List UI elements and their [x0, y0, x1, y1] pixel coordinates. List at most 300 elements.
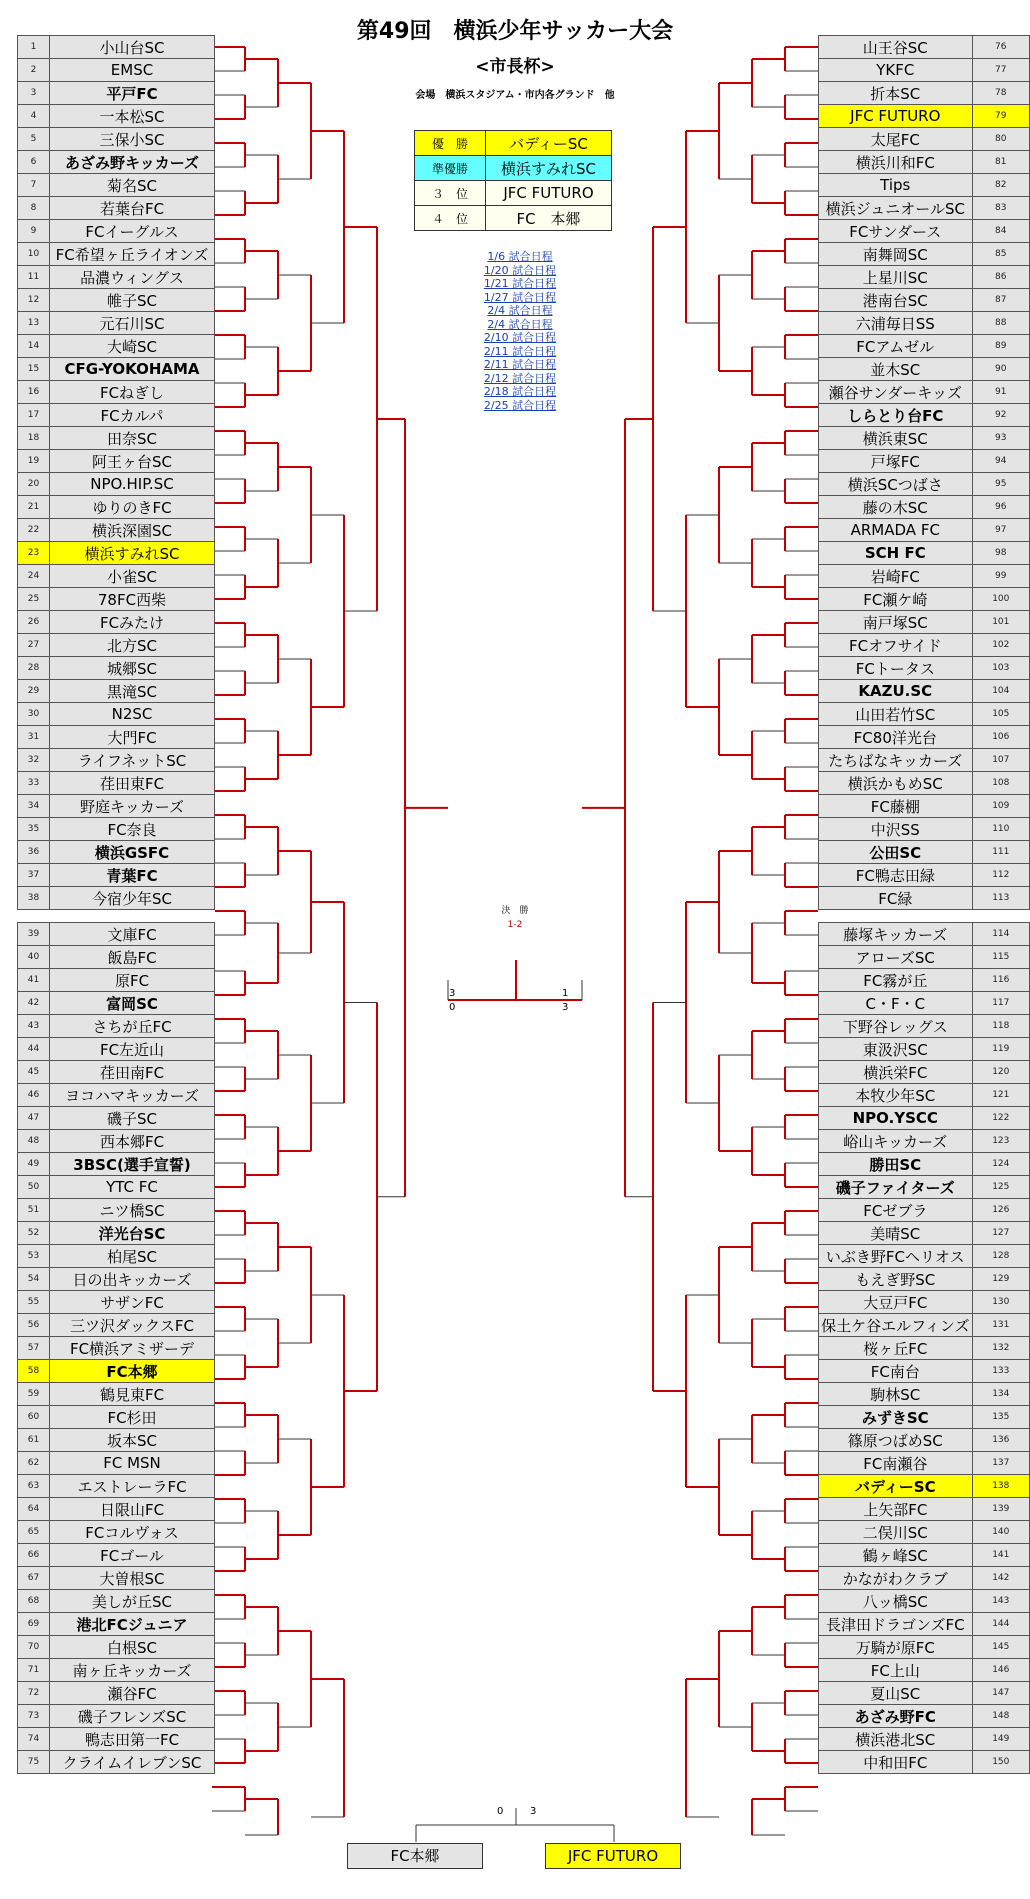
page-title: 第49回 横浜少年サッカー大会: [356, 19, 674, 44]
team-row: [18, 1268, 215, 1291]
team-name: FC瀬ケ崎: [819, 588, 973, 611]
team-number: 20: [18, 473, 50, 496]
team-row: [18, 496, 215, 519]
result-label: 優 勝: [415, 131, 486, 156]
team-number: 59: [18, 1383, 50, 1406]
team-name: 中沢SS: [819, 818, 973, 841]
team-number: 36: [18, 841, 50, 864]
team-number: 100: [972, 588, 1029, 611]
team-number: 121: [972, 1084, 1029, 1107]
team-number: 90: [972, 358, 1029, 381]
team-number: 77: [972, 59, 1029, 82]
semi-right-top-score: 1: [562, 988, 569, 999]
team-row: [819, 726, 1030, 749]
team-number: 6: [18, 151, 50, 174]
team-number: 137: [972, 1452, 1029, 1475]
team-name: ヨコハマキッカーズ: [50, 1084, 215, 1107]
team-number: 18: [18, 427, 50, 450]
team-row: [819, 335, 1030, 358]
team-name: FCオフサイド: [819, 634, 973, 657]
team-row: [819, 634, 1030, 657]
schedule-link[interactable]: 2/10 試合日程: [483, 331, 557, 344]
team-name: 桜ヶ丘FC: [819, 1337, 973, 1360]
team-number: 1: [18, 36, 50, 59]
team-row: [18, 841, 215, 864]
team-name: 六浦毎日SS: [819, 312, 973, 335]
team-row: [18, 611, 215, 634]
team-row: [18, 1751, 215, 1774]
team-number: 52: [18, 1222, 50, 1245]
team-number: 102: [972, 634, 1029, 657]
team-row: [819, 1567, 1030, 1590]
team-name: 横浜ジュニオールSC: [819, 197, 973, 220]
team-number: 26: [18, 611, 50, 634]
team-number: 39: [18, 923, 50, 946]
schedule-link[interactable]: 2/18 試合日程: [483, 385, 557, 398]
team-row: [18, 1153, 215, 1176]
team-number: 34: [18, 795, 50, 818]
team-row: [819, 1199, 1030, 1222]
team-number: 7: [18, 174, 50, 197]
team-name: 折本SC: [819, 82, 973, 105]
team-row: [18, 969, 215, 992]
team-number: 45: [18, 1061, 50, 1084]
team-row: [819, 473, 1030, 496]
team-number: 60: [18, 1406, 50, 1429]
semi-right-bottom-score: 3: [562, 1002, 569, 1013]
team-number: 16: [18, 381, 50, 404]
team-name: FCアムゼル: [819, 335, 973, 358]
team-name: FCゴール: [50, 1544, 215, 1567]
team-number: 99: [972, 565, 1029, 588]
team-name: 西本郷FC: [50, 1130, 215, 1153]
team-row: [18, 1015, 215, 1038]
team-number: 129: [972, 1268, 1029, 1291]
team-name: FC南台: [819, 1360, 973, 1383]
left-team-list: [17, 35, 215, 1774]
team-name: 小雀SC: [50, 565, 215, 588]
team-number: 97: [972, 519, 1029, 542]
team-name: 中和田FC: [819, 1751, 973, 1774]
team-row: [819, 381, 1030, 404]
team-number: 130: [972, 1291, 1029, 1314]
team-row: [819, 1659, 1030, 1682]
team-name: FCイーグルス: [50, 220, 215, 243]
team-number: 118: [972, 1015, 1029, 1038]
team-number: 149: [972, 1728, 1029, 1751]
team-name: 富岡SC: [50, 992, 215, 1015]
team-number: 109: [972, 795, 1029, 818]
team-number: 61: [18, 1429, 50, 1452]
team-name: みずきSC: [819, 1406, 973, 1429]
team-number: 79: [972, 105, 1029, 128]
team-number: 31: [18, 726, 50, 749]
team-number: 134: [972, 1383, 1029, 1406]
team-row: [18, 358, 215, 381]
team-number: 88: [972, 312, 1029, 335]
team-name: 勝田SC: [819, 1153, 973, 1176]
team-row: [18, 1360, 215, 1383]
schedule-link[interactable]: 2/11 試合日程: [483, 344, 557, 358]
team-name: 上矢部FC: [819, 1498, 973, 1521]
team-name: 美晴SC: [819, 1222, 973, 1245]
team-name: 磯子フレンズSC: [50, 1705, 215, 1728]
team-name: FCトータス: [819, 657, 973, 680]
team-row: [819, 864, 1030, 887]
team-row: [819, 1498, 1030, 1521]
team-number: 80: [972, 128, 1029, 151]
team-name: CFG-YOKOHAMA: [50, 358, 215, 381]
team-number: 127: [972, 1222, 1029, 1245]
team-name: 原FC: [50, 969, 215, 992]
schedule-link[interactable]: 1/21 試合日程: [483, 277, 557, 290]
team-row: [819, 358, 1030, 381]
team-name: FC左近山: [50, 1038, 215, 1061]
team-row: [819, 923, 1030, 946]
team-name: 横浜東SC: [819, 427, 973, 450]
team-row: [18, 1544, 215, 1567]
team-number: 35: [18, 818, 50, 841]
team-row: [819, 1705, 1030, 1728]
team-name: 上星川SC: [819, 266, 973, 289]
result-team: FC 本郷: [486, 206, 612, 231]
team-number: 68: [18, 1590, 50, 1613]
team-name: 夏山SC: [819, 1682, 973, 1705]
team-row: [18, 680, 215, 703]
right-team-list: [818, 35, 1030, 1774]
team-row: [18, 266, 215, 289]
team-name: 文庫FC: [50, 923, 215, 946]
team-name: ARMADA FC: [819, 519, 973, 542]
team-name: ライフネットSC: [50, 749, 215, 772]
team-number: 119: [972, 1038, 1029, 1061]
team-row: [18, 220, 215, 243]
team-number: 133: [972, 1360, 1029, 1383]
team-name: 横浜SCつばさ: [819, 473, 973, 496]
schedule-link[interactable]: 2/12 試合日程: [483, 371, 557, 385]
team-row: [819, 1452, 1030, 1475]
team-name: かながわクラブ: [819, 1567, 973, 1590]
team-row: [819, 542, 1030, 565]
team-name: FC霧が丘: [819, 969, 973, 992]
team-row: [18, 1061, 215, 1084]
team-number: 95: [972, 473, 1029, 496]
team-name: 横浜港北SC: [819, 1728, 973, 1751]
team-number: 2: [18, 59, 50, 82]
team-row: [18, 1245, 215, 1268]
team-number: 49: [18, 1153, 50, 1176]
team-number: 48: [18, 1130, 50, 1153]
team-row: [819, 887, 1030, 910]
team-row: [819, 1429, 1030, 1452]
team-row: [819, 946, 1030, 969]
team-row: [819, 427, 1030, 450]
team-row: [18, 1682, 215, 1705]
team-number: 115: [972, 946, 1029, 969]
team-number: 67: [18, 1567, 50, 1590]
team-name: サザンFC: [50, 1291, 215, 1314]
team-name: 78FC西柴: [50, 588, 215, 611]
team-row: [18, 1337, 215, 1360]
team-row: [819, 992, 1030, 1015]
team-row: [18, 427, 215, 450]
team-number: 25: [18, 588, 50, 611]
team-number: 98: [972, 542, 1029, 565]
team-name: しらとり台FC: [819, 404, 973, 427]
team-row: [819, 496, 1030, 519]
team-row: [18, 1130, 215, 1153]
team-number: 116: [972, 969, 1029, 992]
team-name: NPO.HIP.SC: [50, 473, 215, 496]
team-number: 81: [972, 151, 1029, 174]
team-row: [18, 1038, 215, 1061]
team-number: 144: [972, 1613, 1029, 1636]
team-row: [819, 749, 1030, 772]
team-number: 41: [18, 969, 50, 992]
schedule-link[interactable]: 2/4 試合日程: [487, 304, 553, 317]
result-label: ４ 位: [415, 206, 486, 231]
team-name: 大曽根SC: [50, 1567, 215, 1590]
team-number: 93: [972, 427, 1029, 450]
team-row: [18, 887, 215, 910]
team-number: 147: [972, 1682, 1029, 1705]
team-number: 148: [972, 1705, 1029, 1728]
team-number: 143: [972, 1590, 1029, 1613]
team-number: 145: [972, 1636, 1029, 1659]
team-row: [18, 105, 215, 128]
team-name: 横浜すみれSC: [50, 542, 215, 565]
team-row: [819, 969, 1030, 992]
team-number: 136: [972, 1429, 1029, 1452]
team-number: 9: [18, 220, 50, 243]
schedule-link[interactable]: 1/20 試合日程: [483, 263, 557, 277]
team-number: 33: [18, 772, 50, 795]
final-score: 1-2: [507, 920, 523, 930]
team-name: FCねぎし: [50, 381, 215, 404]
team-number: 104: [972, 680, 1029, 703]
team-row: [18, 749, 215, 772]
team-row: [18, 197, 215, 220]
team-row: [18, 335, 215, 358]
team-row: [18, 519, 215, 542]
team-name: 柏尾SC: [50, 1245, 215, 1268]
team-name: 白根SC: [50, 1636, 215, 1659]
team-row: [819, 1153, 1030, 1176]
schedule-link[interactable]: 2/11 試合日程: [483, 358, 557, 371]
team-row: [18, 473, 215, 496]
team-name: 戸塚FC: [819, 450, 973, 473]
semi-left-bottom-score: 0: [449, 1002, 456, 1013]
team-row: [819, 1383, 1030, 1406]
team-number: 75: [18, 1751, 50, 1774]
team-number: 124: [972, 1153, 1029, 1176]
team-number: 113: [972, 887, 1029, 910]
team-row: [819, 1130, 1030, 1153]
team-name: 今宿少年SC: [50, 887, 215, 910]
team-name: 大崎SC: [50, 335, 215, 358]
team-name: SCH FC: [819, 542, 973, 565]
schedule-link[interactable]: 2/4 試合日程: [487, 317, 553, 331]
team-number: 126: [972, 1199, 1029, 1222]
team-number: 117: [972, 992, 1029, 1015]
team-name: N2SC: [50, 703, 215, 726]
team-name: エストレーラFC: [50, 1475, 215, 1498]
team-row: [819, 1291, 1030, 1314]
team-name: 八ッ橋SC: [819, 1590, 973, 1613]
team-name: YTC FC: [50, 1176, 215, 1199]
team-number: 40: [18, 946, 50, 969]
semi-left-top-score: 3: [449, 988, 456, 999]
team-name: FCサンダース: [819, 220, 973, 243]
final-team-left: FC本郷: [347, 1843, 483, 1869]
team-row: [18, 59, 215, 82]
team-row: [18, 312, 215, 335]
team-number: 91: [972, 381, 1029, 404]
team-name: FCカルパ: [50, 404, 215, 427]
team-name: 大門FC: [50, 726, 215, 749]
team-row: [819, 1636, 1030, 1659]
team-row: [18, 1636, 215, 1659]
team-number: 63: [18, 1475, 50, 1498]
team-number: 139: [972, 1498, 1029, 1521]
team-number: 29: [18, 680, 50, 703]
team-name: 日限山FC: [50, 1498, 215, 1521]
team-row: [819, 519, 1030, 542]
team-name: FC杉田: [50, 1406, 215, 1429]
team-name: あざみ野FC: [819, 1705, 973, 1728]
team-name: FC横浜アミザーデ: [50, 1337, 215, 1360]
team-row: [819, 1544, 1030, 1567]
team-name: 飯島FC: [50, 946, 215, 969]
team-name: 日の出キッカーズ: [50, 1268, 215, 1291]
team-name: FC奈良: [50, 818, 215, 841]
team-number: 101: [972, 611, 1029, 634]
team-name: 公田SC: [819, 841, 973, 864]
team-name: バディーSC: [819, 1475, 973, 1498]
team-row: [819, 1061, 1030, 1084]
team-name: 南ヶ丘キッカーズ: [50, 1659, 215, 1682]
team-name: 港南台SC: [819, 289, 973, 312]
team-row: [819, 1406, 1030, 1429]
result-label: ３ 位: [415, 181, 486, 206]
team-number: 42: [18, 992, 50, 1015]
team-name: FC MSN: [50, 1452, 215, 1475]
team-number: 17: [18, 404, 50, 427]
team-name: FC本郷: [50, 1360, 215, 1383]
team-name: いぶき野FCヘリオス: [819, 1245, 973, 1268]
team-row: [819, 197, 1030, 220]
team-number: 11: [18, 266, 50, 289]
team-name: KAZU.SC: [819, 680, 973, 703]
team-number: 21: [18, 496, 50, 519]
team-row: [819, 1337, 1030, 1360]
team-name: NPO.YSCC: [819, 1107, 973, 1130]
team-number: 46: [18, 1084, 50, 1107]
team-number: 23: [18, 542, 50, 565]
team-number: 47: [18, 1107, 50, 1130]
team-row: [819, 289, 1030, 312]
team-number: 146: [972, 1659, 1029, 1682]
team-number: 78: [972, 82, 1029, 105]
schedule-link[interactable]: 1/6 試合日程: [487, 250, 553, 263]
team-number: 10: [18, 243, 50, 266]
team-number: 73: [18, 1705, 50, 1728]
team-row: [18, 174, 215, 197]
team-row: [18, 450, 215, 473]
schedule-link[interactable]: 2/25 試合日程: [483, 398, 557, 412]
team-row: [18, 772, 215, 795]
team-name: EMSC: [50, 59, 215, 82]
team-number: 107: [972, 749, 1029, 772]
team-name: 野庭キッカーズ: [50, 795, 215, 818]
team-name: 峪山キッカーズ: [819, 1130, 973, 1153]
result-team: JFC FUTURO: [486, 181, 612, 206]
team-row: [18, 1728, 215, 1751]
team-row: [18, 864, 215, 887]
team-row: [18, 1705, 215, 1728]
team-number: 132: [972, 1337, 1029, 1360]
team-row: [18, 795, 215, 818]
team-name: 鴨志田第一FC: [50, 1728, 215, 1751]
team-number: 150: [972, 1751, 1029, 1774]
team-name: FC希望ヶ丘ライオンズ: [50, 243, 215, 266]
team-number: 8: [18, 197, 50, 220]
team-row: [819, 105, 1030, 128]
team-row: [819, 1222, 1030, 1245]
team-name: 下野谷レッグス: [819, 1015, 973, 1038]
team-number: 86: [972, 266, 1029, 289]
team-name: 山田若竹SC: [819, 703, 973, 726]
team-row: [18, 128, 215, 151]
team-number: 84: [972, 220, 1029, 243]
team-name: 横浜川和FC: [819, 151, 973, 174]
team-number: 37: [18, 864, 50, 887]
team-row: [819, 680, 1030, 703]
team-name: 美しが丘SC: [50, 1590, 215, 1613]
schedule-link[interactable]: 1/27 試合日程: [483, 290, 557, 304]
team-name: 瀬谷FC: [50, 1682, 215, 1705]
team-number: 76: [972, 36, 1029, 59]
team-number: 53: [18, 1245, 50, 1268]
team-name: 太尾FC: [819, 128, 973, 151]
team-name: 一本松SC: [50, 105, 215, 128]
team-row: [18, 1383, 215, 1406]
team-name: 駒林SC: [819, 1383, 973, 1406]
team-name: 篠原つばめSC: [819, 1429, 973, 1452]
team-number: 56: [18, 1314, 50, 1337]
team-name: あざみ野キッカーズ: [50, 151, 215, 174]
team-name: FC南瀬谷: [819, 1452, 973, 1475]
team-name: 二俣川SC: [819, 1521, 973, 1544]
team-number: 92: [972, 404, 1029, 427]
result-label: 準優勝: [415, 156, 486, 181]
team-row: [819, 1521, 1030, 1544]
team-name: 洋光台SC: [50, 1222, 215, 1245]
team-number: 83: [972, 197, 1029, 220]
team-number: 3: [18, 82, 50, 105]
team-name: 保土ケ谷エルフィンズ: [819, 1314, 973, 1337]
team-row: [18, 1498, 215, 1521]
team-row: [819, 220, 1030, 243]
team-number: 14: [18, 335, 50, 358]
team-name: FC上山: [819, 1659, 973, 1682]
team-row: [819, 82, 1030, 105]
team-row: [819, 312, 1030, 335]
team-row: [18, 1199, 215, 1222]
team-name: 三保小SC: [50, 128, 215, 151]
team-number: 4: [18, 105, 50, 128]
team-number: 74: [18, 1728, 50, 1751]
